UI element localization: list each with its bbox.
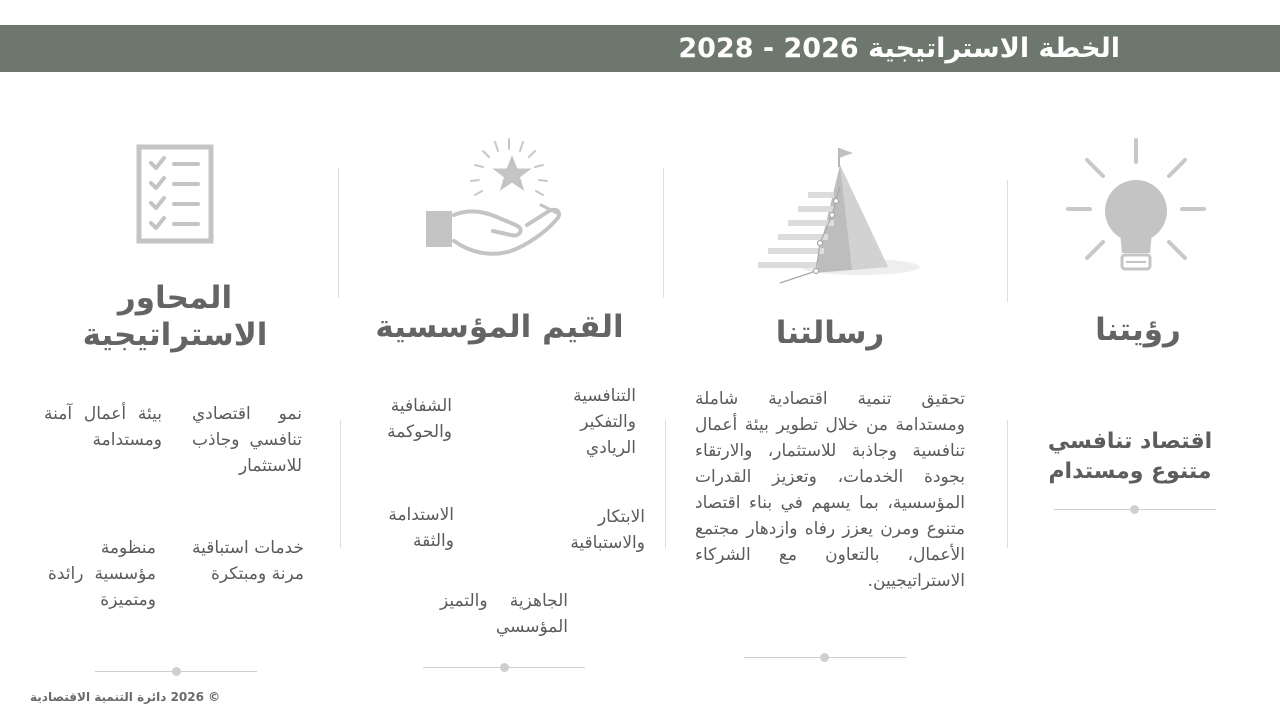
vision-statement: اقتصاد تنافسي متنوع ومستدام: [1047, 429, 1213, 484]
checklist-icon: [134, 142, 218, 248]
footer-copyright: © 2026 دائرة التنمية الاقتصادية: [30, 690, 221, 704]
lightbulb-icon: [1060, 135, 1212, 283]
values-divider-dot: [500, 663, 509, 672]
page-title: الخطة الاستراتيجية 2026 - 2028: [678, 33, 1120, 64]
mission-divider-dot: [820, 653, 829, 662]
pillar-item-environment: بيئة أعمال آمنة ومستدامة: [44, 404, 162, 450]
vision-title: رؤيتنا: [1095, 312, 1181, 348]
value-item-sustainability: الاستدامة والثقة: [388, 505, 454, 551]
pillar-item-services: خدمات استباقية مرنة ومبتكرة: [192, 538, 304, 584]
header-bar: [0, 25, 1280, 72]
separator-top-1: [1007, 180, 1008, 302]
value-item-transparency: الشفافية والحوكمة: [387, 396, 452, 442]
values-title: القيم المؤسسية: [375, 309, 624, 345]
pillar-item-growth: نمو اقتصادي تنافسي وجاذب للاستثمار: [192, 404, 302, 476]
mission-title: رسالتنا: [775, 315, 885, 351]
pillar-item-system: منظومة مؤسسية رائدة ومتميزة: [48, 538, 156, 610]
pillars-divider-dot: [172, 667, 181, 676]
separator-top-2: [663, 168, 664, 298]
pillars-title: المحاور الاستراتيجية: [82, 280, 268, 353]
hand-star-icon: [423, 135, 565, 261]
separator-bottom-1: [1007, 420, 1008, 548]
separator-bottom-3: [340, 420, 341, 548]
value-item-competitiveness: التنافسية والتفكير الريادي: [573, 386, 636, 458]
value-item-readiness: الجاهزية والتميز المؤسسي: [440, 591, 568, 637]
mountain-summit-icon: [752, 145, 922, 287]
separator-top-3: [338, 168, 339, 298]
mission-statement: تحقيق تنمية اقتصادية شاملة ومستدامة من خلال تطوير بيئة أعمال تنافسية وجاذبة للاستثمار، والارتقاء بجودة الخدمات، وتعزيز القدرات المؤسسية، بما يسهم في بناء اقتصاد متنوع ومرن يعزز رفاه وازدهار مجتمع الأعمال، بالتعاون مع الشركاء الاستراتيجيين.: [695, 389, 965, 591]
vision-divider-dot: [1130, 505, 1139, 514]
value-item-innovation: الابتكار والاستباقية: [570, 507, 645, 553]
separator-bottom-2: [665, 420, 666, 548]
